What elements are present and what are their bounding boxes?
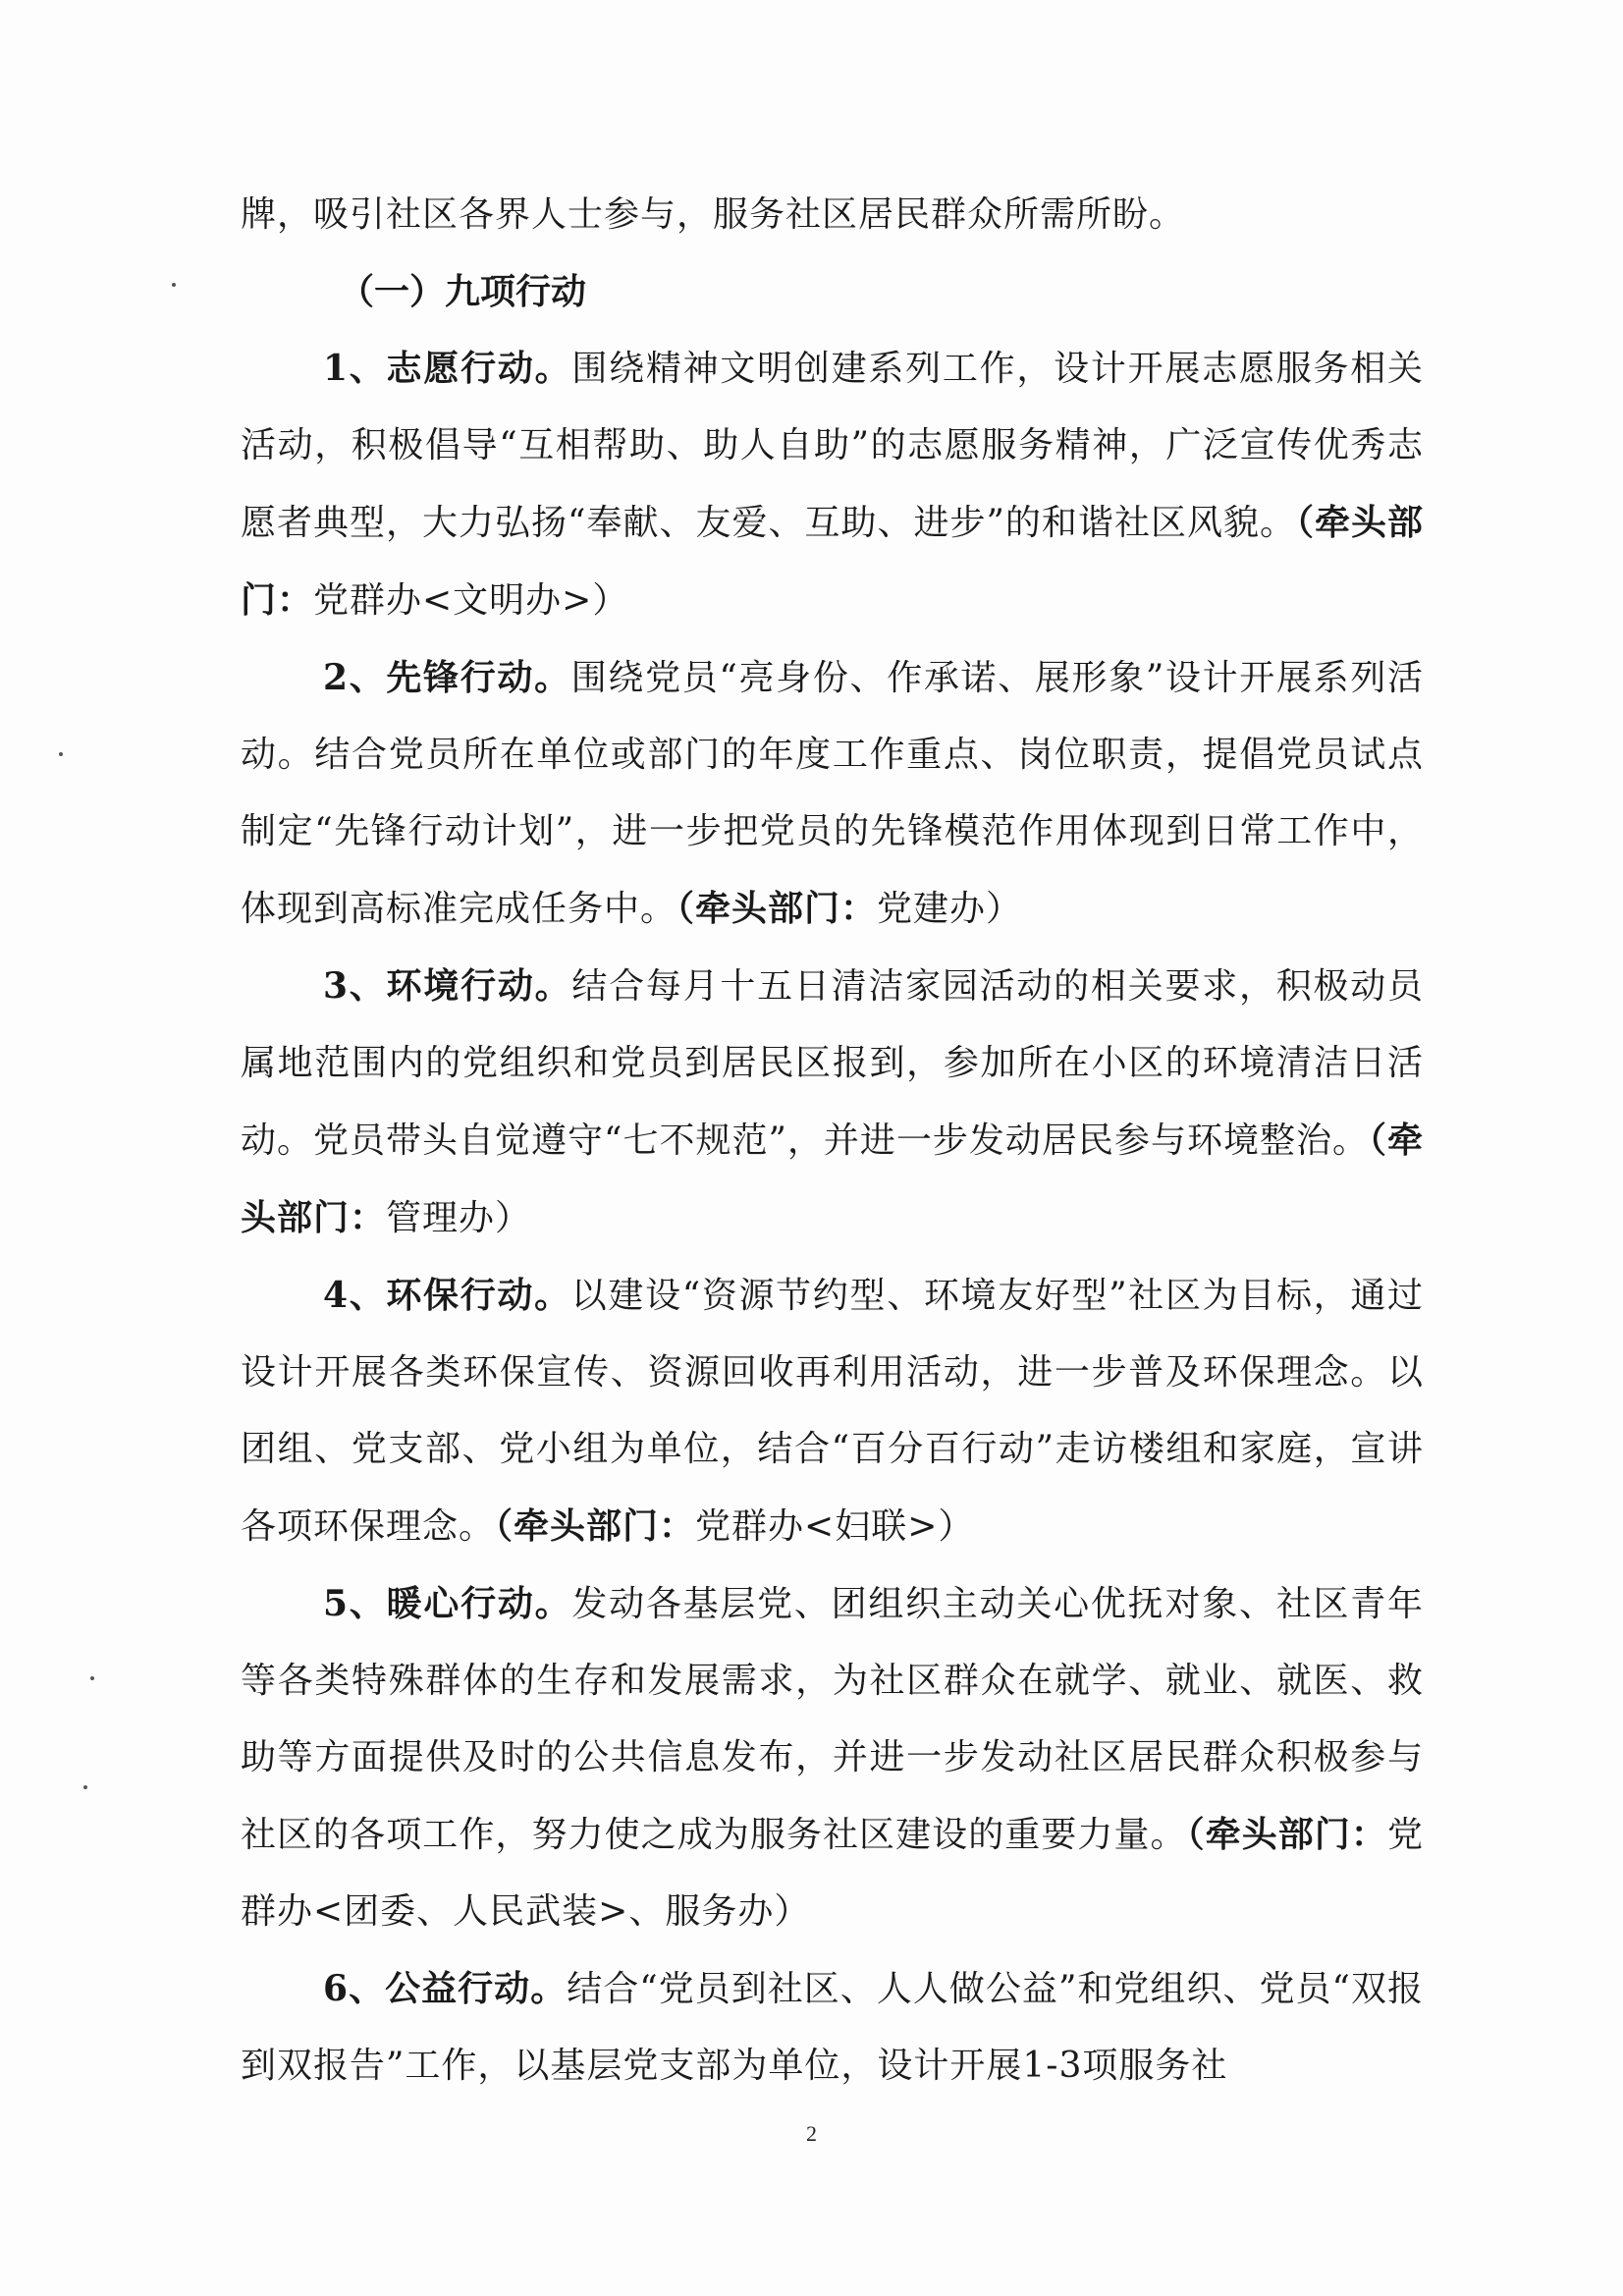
action-item-4	[241, 1257, 1424, 1565]
item-body: 围绕精神文明创建系列工作，设计开展志愿服务相关活动，积极倡导“互相帮助、助人自助”的志愿服务精神，广泛宣传优秀志愿者典型，大力弘扬“奉献、友爱、互助、进步”的和谐社区风貌。	[241, 349, 1424, 543]
action-item-6	[241, 1950, 1424, 2105]
lead-label: （牵头部门：	[241, 1120, 1424, 1238]
lead-label: （牵头部门：	[1186, 1814, 1387, 1855]
section-heading: （一）九项行动	[339, 271, 587, 312]
item-title: 4、环保行动。	[323, 1275, 571, 1316]
lead-label: （牵头部门：	[241, 502, 1424, 621]
item-title: 2、先锋行动。	[323, 657, 571, 698]
action-item-3	[241, 948, 1424, 1257]
item-body: 围绕党员“亮身份、作承诺、展形象”设计开展系列活动。结合党员所在单位或部门的年度工作重点、岗位职责，提倡党员试点制定“先锋行动计划”，进一步把党员的先锋模范作用体现到日常工作中，体现到高标准完成任务中。	[241, 658, 1424, 929]
item-body: 以建设“资源节约型、环境友好型”社区为目标，通过设计开展各类环保宣传、资源回收再利用活动，进一步普及环保理念。以团组、党支部、党小组为单位，结合“百分百行动”走访楼组和家庭，宣讲各项环保理念。	[241, 1276, 1424, 1547]
lead-label: （牵头部门：	[676, 888, 878, 929]
item-body: 发动各基层党、团组织主动关心优抚对象、社区青年等各类特殊群体的生存和发展需求，为社区群众在就学、就业、就医、救助等方面提供及时的公共信息发布，并进一步发动社区居民群众积极参与社区的各项工作，努力使之成为服务社区建设的重要力量。	[241, 1584, 1424, 1855]
lead-dept: 党群办<妇联>）	[695, 1506, 975, 1547]
scan-speck	[83, 1785, 87, 1789]
lead-dept: 管理办）	[386, 1198, 532, 1238]
scan-speck	[90, 1676, 94, 1680]
item-body: 结合每月十五日清洁家园活动的相关要求，积极动员属地范围内的党组织和党员到居民区报到，参加所在小区的环境清洁日活动。党员带头自觉遵守“七不规范”，并进一步发动居民参与环境整治。	[241, 966, 1424, 1161]
scan-speck	[59, 752, 63, 756]
item-title: 1、志愿行动。	[323, 348, 572, 389]
lead-label: （牵头部门：	[495, 1505, 696, 1547]
lead-dept: 党群办<文明办>）	[313, 580, 629, 621]
item-title: 3、环境行动。	[323, 965, 572, 1007]
item-title: 6、公益行动。	[323, 1968, 568, 2009]
item-body: 结合“党员到社区、人人做公益”和党组织、党员“双报到双报告”工作，以基层党支部为单位，设计开展1-3项服务社	[241, 1969, 1424, 2086]
intro-paragraph: 牌，吸引社区各界人士参与，服务社区居民群众所需所盼。	[241, 194, 1186, 235]
lead-dept: 党群办<团委、人民武装>、服务办）	[241, 1815, 1424, 1932]
action-item-5	[241, 1565, 1424, 1950]
action-item-2	[241, 639, 1424, 948]
scan-speck	[172, 283, 176, 287]
action-item-1	[241, 330, 1424, 639]
document-body	[241, 177, 1424, 2105]
item-title: 5、暖心行动。	[323, 1583, 572, 1624]
lead-dept: 党建办）	[877, 889, 1023, 929]
page-number: 2	[806, 2121, 817, 2146]
